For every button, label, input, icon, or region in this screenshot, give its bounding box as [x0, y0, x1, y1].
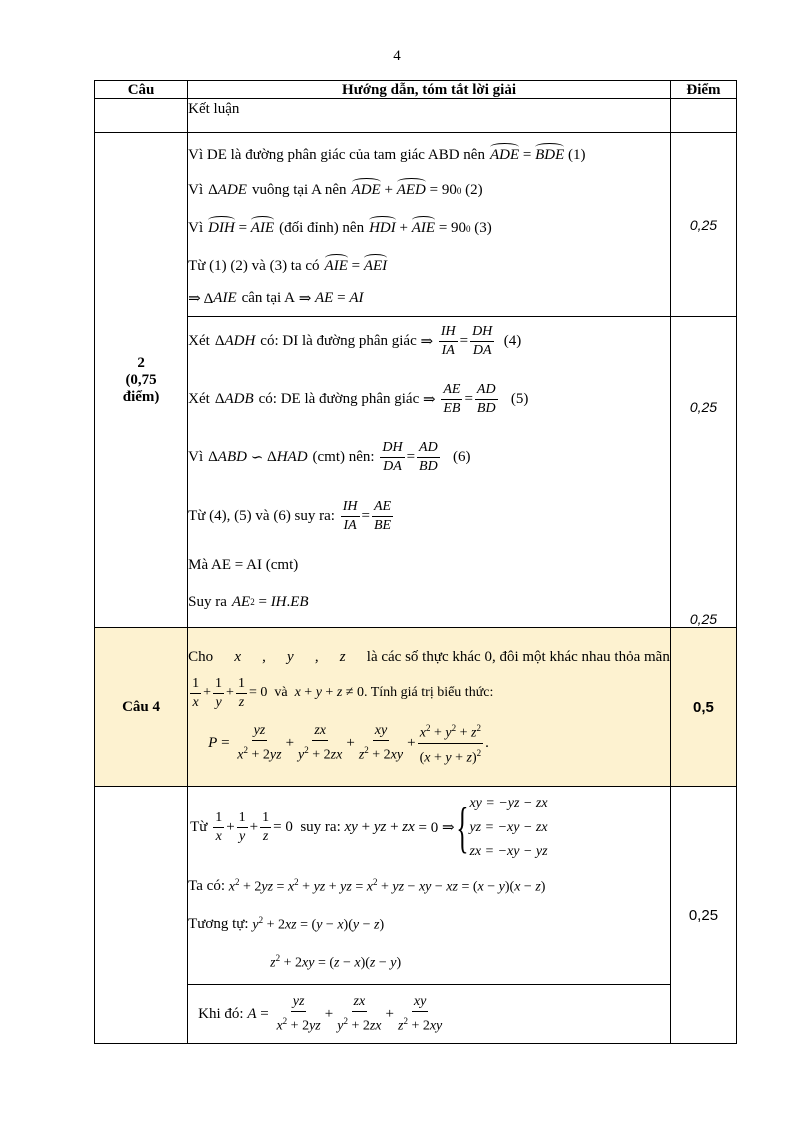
s2-line-1: Vì DE là đường phân giác của tam giác ABD nên ADE = BDE (1)	[188, 147, 586, 163]
q4-line-2: 1 x + 1 y + 1 z = 0 và x + y + z ≠ 0 . Tính giá trị biểu thức:	[192, 675, 494, 710]
header-guide: Hướng dẫn, tóm tắt lời giải	[188, 81, 671, 99]
s2-line-4: Từ (1) (2) và (3) ta có AIE = AEI	[188, 258, 388, 274]
points-s2-block1: 0,25	[670, 133, 736, 317]
q4-line-1: Cho x , y , z là các số thực khác 0, đôi một khác nhau thỏa mãn	[188, 648, 670, 665]
header-points: Điểm	[670, 81, 736, 99]
q4-line-3: P = yz $x^2 + 2yz$ + zx $y^2 + 2zx$ + xy $z^2 + 2xy$ + $x^2 + y^2 + z^2$ $(x + y + z)^2$ .	[188, 715, 670, 771]
sol-line-3: Tương tự: $y^2 + 2xz = (y - x)(y - z)$	[188, 915, 385, 933]
table-row-solution-a	[95, 787, 737, 985]
sol-line-4: $z^2 + 2xy = (z - x)(z - y)$	[270, 953, 402, 971]
conclusion-text: Kết luận	[188, 101, 240, 117]
points-solution: 0,25	[670, 787, 736, 1044]
table-row-solution-b	[95, 985, 737, 1044]
points-s2-block2: 0,25 0,25	[670, 317, 736, 628]
table-row-question4	[95, 628, 737, 787]
table-row-s2-block1	[95, 133, 737, 317]
s2-b2-line-3: Vì Δ ABD ∽ Δ HAD (cmt) nên: DH DA = AD BD (6)	[188, 439, 471, 474]
s2-b2-line-1: Xét Δ ADH có: DI là đường phân giác ⇒ IH IA = DH DA (4)	[188, 323, 522, 358]
question-label-2: 2 (0,75 điểm)	[95, 133, 188, 628]
sol-line-1: Từ 1 x + 1 y + 1 z = 0 suy ra: xy + yz + zx = 0 ⇒ { xy = −yz − zx yz = −xy − zx zx = −xy − yz	[190, 795, 548, 859]
points-question4: 0,5	[670, 628, 736, 787]
solution-table	[94, 80, 737, 1044]
s2-b2-line-4: Từ (4), (5) và (6) suy ra: IH IA = AE BE	[188, 498, 392, 533]
question-label-4: Câu 4	[95, 628, 188, 787]
s2-line-3: Vì DIH = AIE (đối đỉnh) nên HDI + AIE = 90 0 (3)	[188, 220, 492, 236]
s2-b2-line-2: Xét Δ ADB có: DE là đường phân giác ⇒ AE EB = AD BD (5)	[188, 381, 529, 416]
sol-line-5: Khi đó: A = yz $x^2 + 2yz$ + zx $y^2 + 2zx$ + xy $z^2 + 2xy$	[198, 993, 443, 1034]
sol-line-2: Ta có: $x^2 + 2yz = x^2$ + yz + yz = $x^2$ + yz − xy − xz = (x − y)(x − z)	[188, 877, 546, 895]
s2-b2-line-5: Mà AE = AI (cmt)	[188, 556, 299, 573]
table-header-row	[95, 81, 737, 99]
table-row-s2-block2	[95, 317, 737, 628]
page-number: 4	[393, 48, 401, 64]
header-question: Câu	[95, 81, 188, 99]
s2-line-2: Vì Δ ADE vuông tại A nên ADE + AED = 90 0 (2)	[188, 182, 483, 198]
table-row-conclusion	[95, 99, 737, 133]
s2-b2-line-6: Suy ra AE 2 = IH . EB	[188, 593, 309, 610]
s2-line-5: ⇒ Δ AIE cân tại A ⇒ AE = AI	[188, 290, 364, 307]
